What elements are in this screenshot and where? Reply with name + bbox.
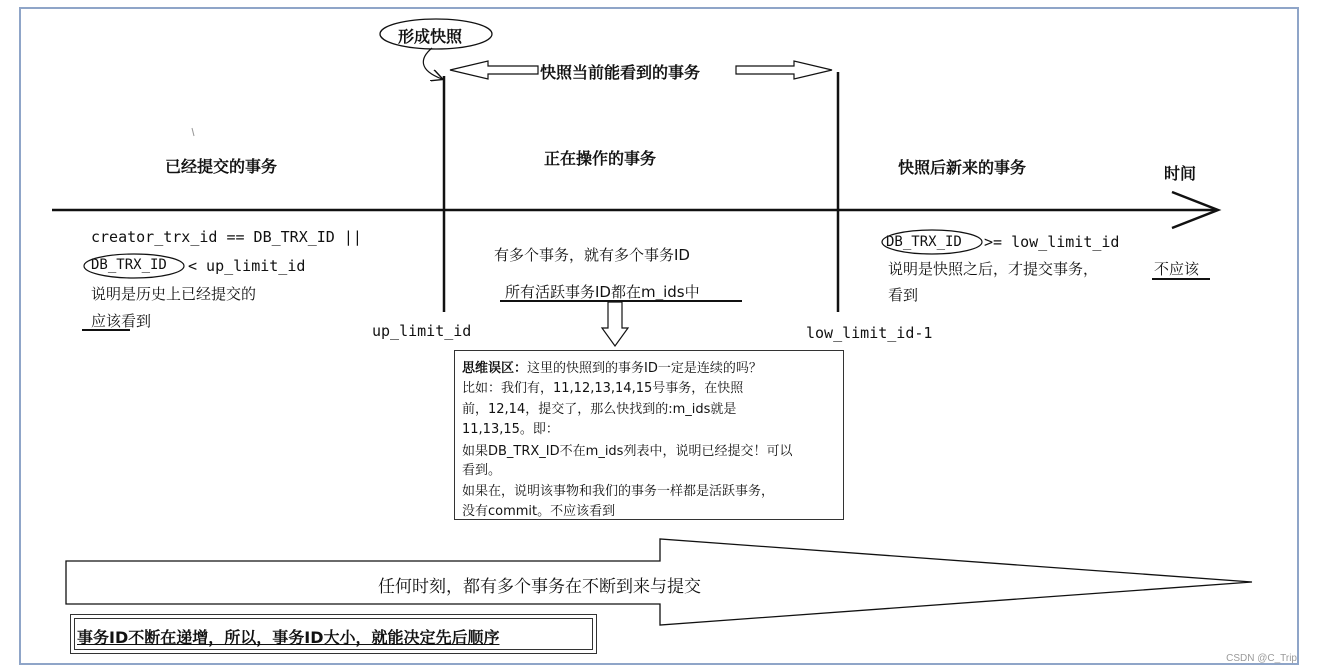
left-rule-line1: creator_trx_id == DB_TRX_ID || [91,228,362,246]
left-rule-line4: 应该看到 [91,312,152,330]
note-line5: 如果DB_TRX_ID不在m_ids列表中，说明已经提交！可以 [462,444,793,459]
up-limit-label: up_limit_id [372,322,472,340]
note-line7: 如果在，说明该事物和我们的事务一样都是活跃事务， [462,484,775,499]
middle-rule-line1: 有多个事务，就有多个事务ID [494,246,690,264]
left-rule-line3: 说明是历史上已经提交的 [91,285,257,303]
operating-region-label: 正在操作的事务 [544,149,657,168]
snapshot-bubble-tail [423,48,442,79]
misconception-note [454,350,844,520]
right-rule-line3: 看到 [888,286,919,304]
snapshot-bubble-label: 形成快照 [398,27,463,46]
bottom-conclusion-box [70,614,597,654]
right-rule-var: DB_TRX_ID [886,234,962,250]
visible-range-label: 快照当前能看到的事务 [540,63,701,82]
note-line3: 前，12,14，提交了，那么快找到的:m_ids就是 [462,402,737,417]
right-rule-cond: >= low_limit_id [984,233,1120,251]
left-rule-var: DB_TRX_ID [91,257,167,273]
note-title: 思维误区： [462,361,528,376]
note-line6: 看到。 [462,463,502,478]
time-axis-label: 时间 [1164,164,1197,183]
low-limit-label: low_limit_id-1 [806,324,933,342]
watermark: CSDN @C_Trip [1226,653,1297,664]
note-question: 这里的快照到的事务ID一定是连续的吗？ [527,361,762,376]
note-line1 [462,357,762,376]
down-hollow-arrow [602,302,628,346]
left-rule-cond: < up_limit_id [188,257,306,275]
middle-rule-line2: 所有活跃事务ID都在m_ids中 [505,283,700,301]
note-line4: 11,13,15。即： [462,422,559,437]
new-region-label: 快照后新来的事务 [898,158,1027,177]
note-line2: 比如：我们有，11,12,13,14,15号事务，在快照 [462,381,744,396]
faint-tick [192,128,194,136]
note-line8: 没有commit。不应该看到 [462,504,616,519]
bottom-arrow-label: 任何时刻，都有多个事务在不断到来与提交 [378,577,701,597]
right-rule-line2a: 说明是快照之后，才提交事务， [888,260,1099,278]
committed-region-label: 已经提交的事务 [165,157,278,176]
bottom-conclusion-text: 事务ID不断在递增，所以，事务ID大小，就能决定先后顺序 [77,628,500,647]
right-rule-line2b: 不应该 [1154,260,1200,278]
